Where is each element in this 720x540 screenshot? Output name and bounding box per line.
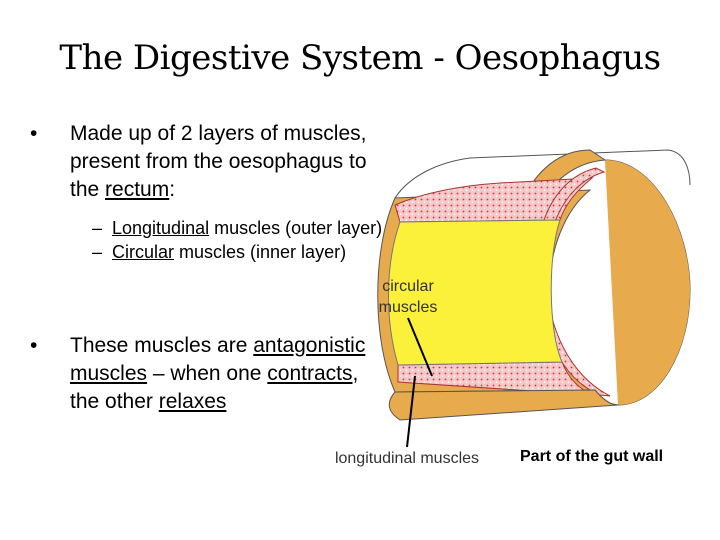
slide-title: The Digestive System - Oesophagus [59,38,661,78]
label-circular-muscles: circular muscles [378,278,438,316]
bullet-dot: • [30,122,38,145]
bullet-text-main: Made up of 2 layers of muscles, present from the oesophagus to the [70,122,367,201]
dash-marker: – [92,218,103,238]
tube-base [389,390,618,420]
diagram-caption: Part of the gut wall [520,448,664,465]
bullet-text-pre: These muscles are [70,334,254,357]
relaxes-link[interactable]: relaxes [158,390,227,413]
longitudinal-link[interactable]: Longitudinal [112,218,210,238]
sub-bullet-text: muscles (inner layer) [174,242,347,262]
contracts-link[interactable]: contracts [267,362,353,385]
bullet-text-tail: : [169,178,176,201]
tube-outer-curve [605,160,690,405]
bullet-text-mid2: , the other [70,362,359,413]
dash-marker: – [92,242,103,262]
label-longitudinal-muscles: longitudinal muscles [334,450,480,467]
circular-link[interactable]: Circular [112,242,175,262]
antagonistic-link[interactable]: antagonistic muscles [70,334,366,385]
bullet-dot: • [30,334,38,357]
sub-bullet-text: muscles (outer layer) [209,218,383,238]
rectum-link[interactable]: rectum [105,178,170,201]
bullet-text-mid: – when one [147,362,268,385]
